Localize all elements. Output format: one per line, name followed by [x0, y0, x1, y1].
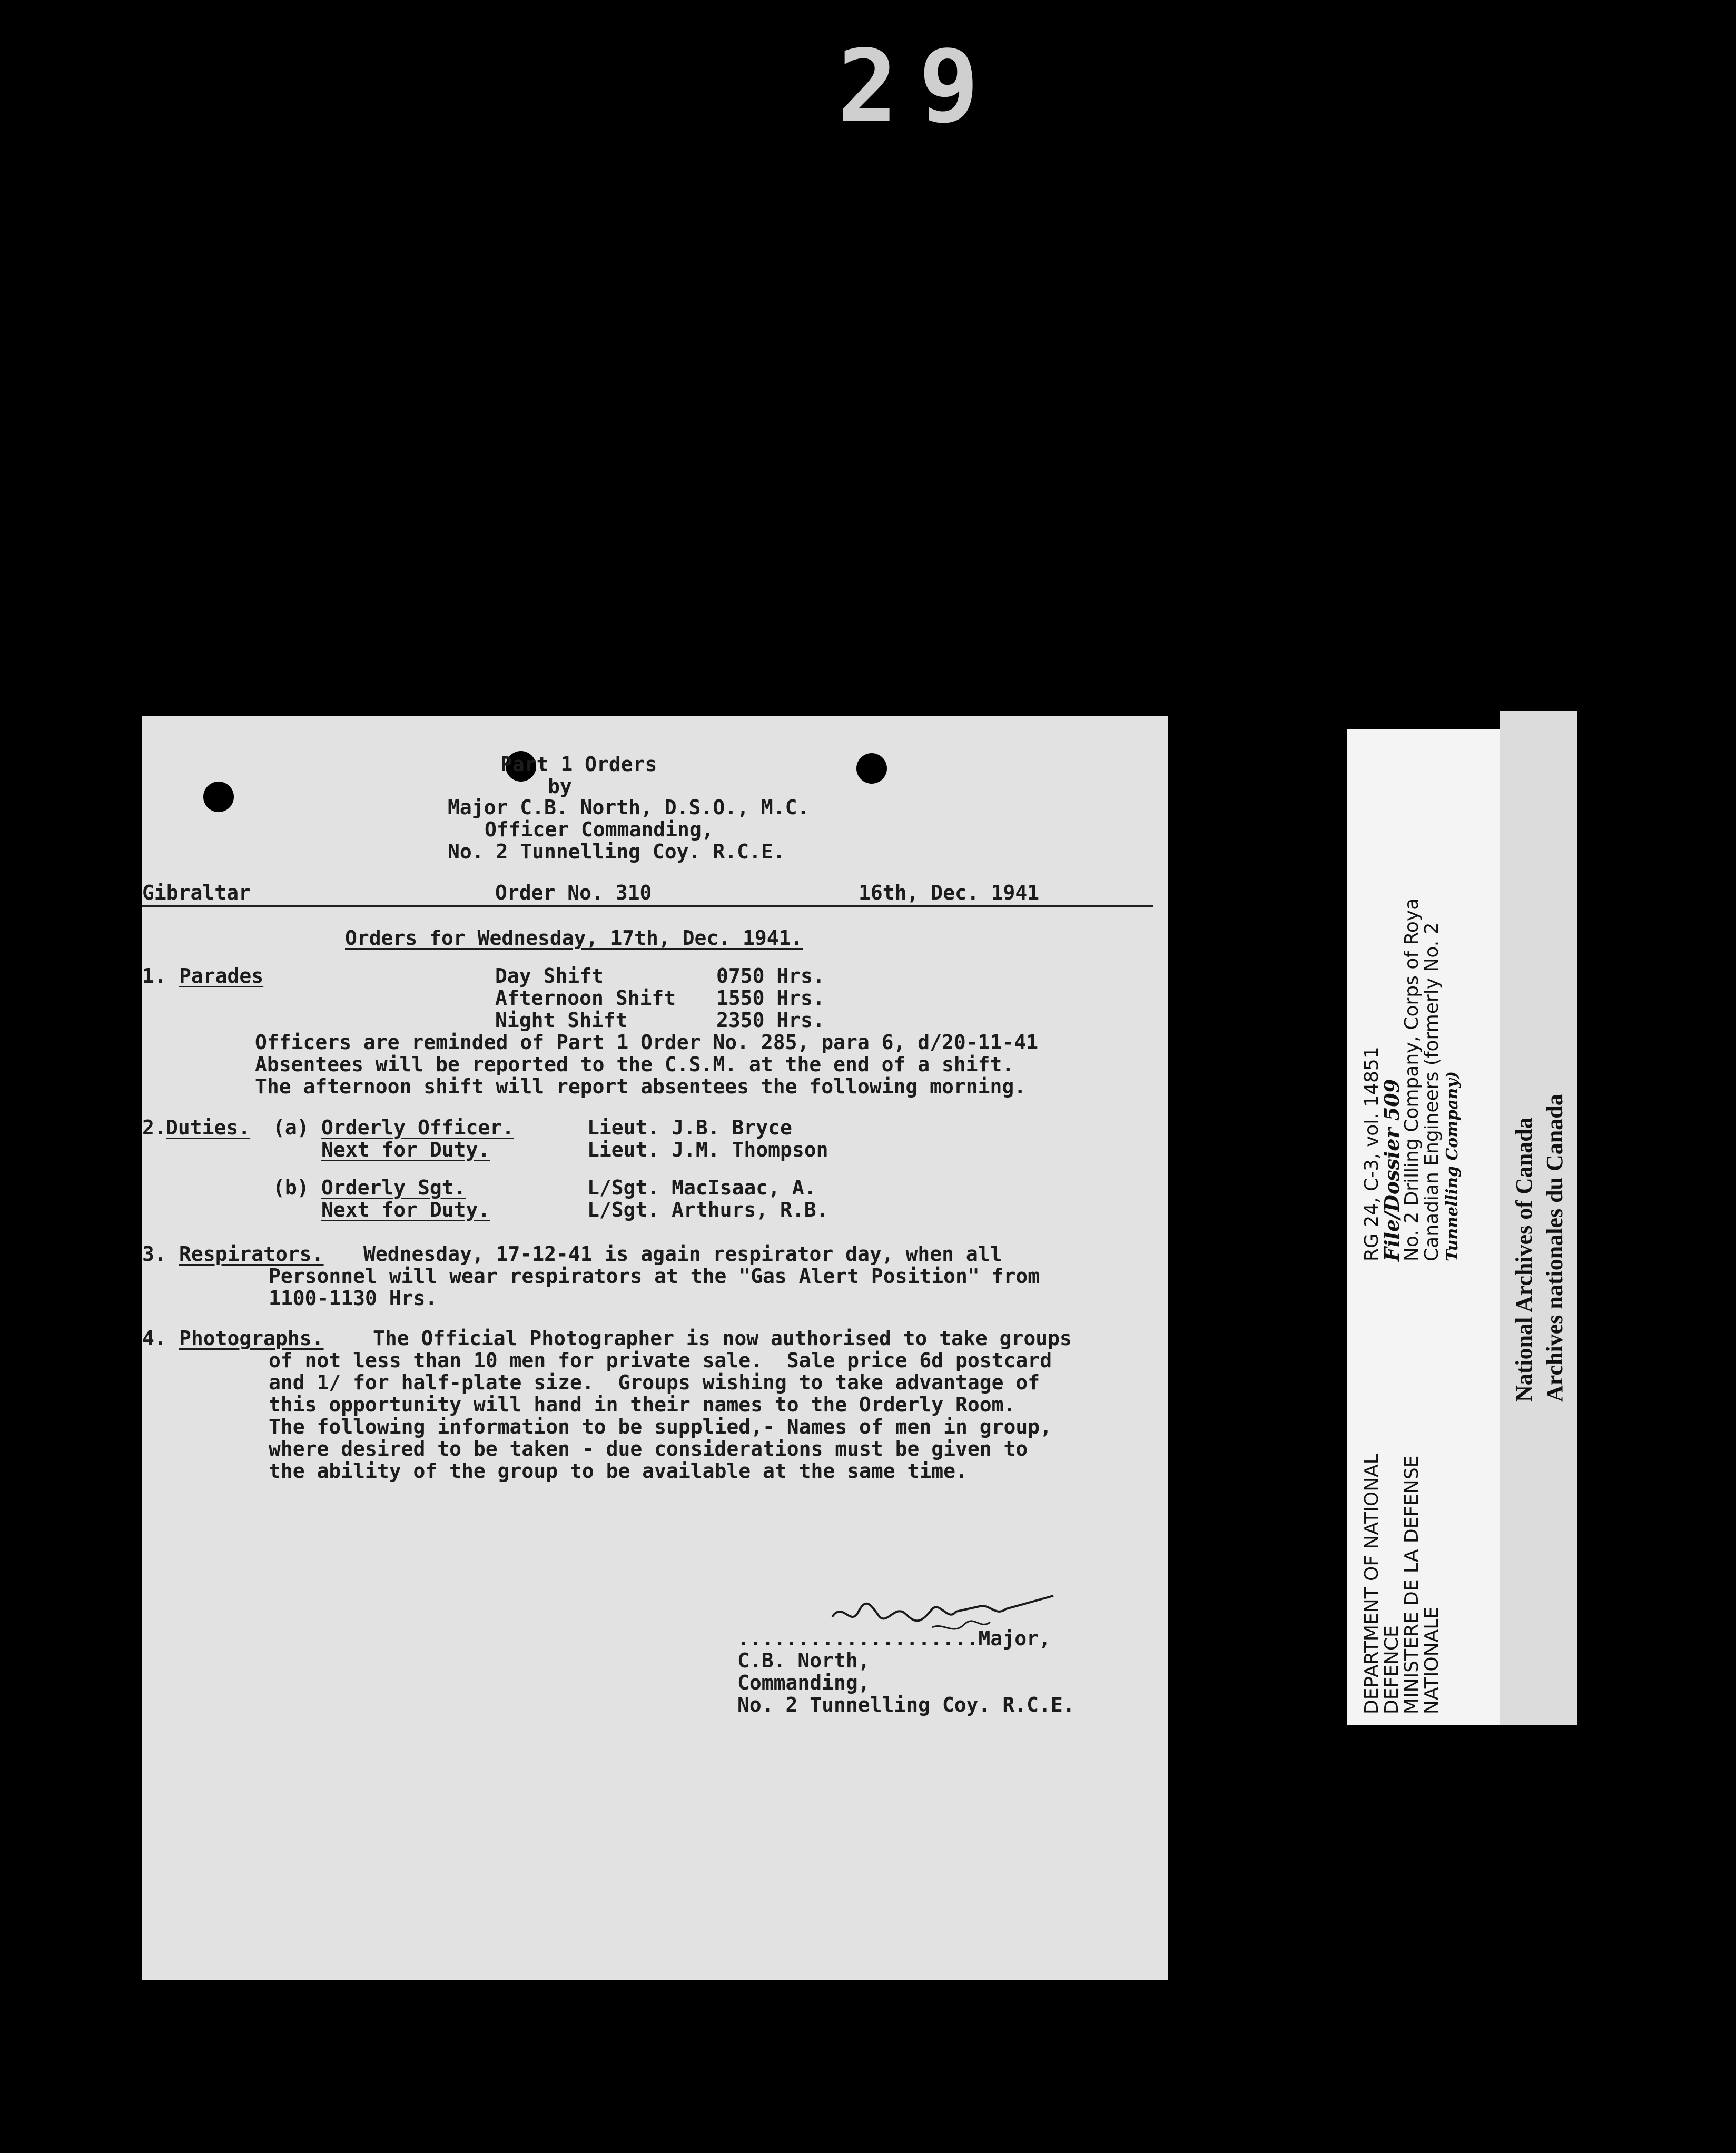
photographs-line: and 1/ for half-plate size. Groups wishing to take advantage of	[269, 1371, 1040, 1394]
signatory-unit: No. 2 Tunnelling Coy. R.C.E.	[737, 1693, 1075, 1716]
duty-b-next: Next for Duty.	[321, 1198, 490, 1221]
shift-time: 1550 Hrs.	[716, 986, 825, 1010]
shift-name: Day Shift	[495, 964, 604, 987]
photographs-line: The following information to be supplied,- Names of men in group,	[269, 1415, 1052, 1438]
nac-stamp	[1500, 711, 1577, 1725]
header-role: Officer Commanding,	[485, 818, 714, 841]
label-dept-line: DEFENCE	[1381, 1625, 1403, 1714]
shift-name: Night Shift	[495, 1009, 628, 1032]
respirators-line: Wednesday, 17-12-41 is again respirator day, when all	[363, 1242, 1002, 1266]
duty-b-name: L/Sgt. MacIsaac, A.	[587, 1176, 816, 1199]
signatory-name: C.B. North,	[737, 1649, 870, 1672]
header-rule	[142, 905, 1153, 907]
photographs-line: this opportunity will hand in their names to the Orderly Room.	[269, 1393, 1016, 1416]
duty-a-role: Orderly Officer.	[321, 1116, 515, 1139]
archive-label	[1347, 729, 1500, 1725]
para2-heading: Duties.	[166, 1116, 251, 1139]
shift-name: Afternoon Shift	[495, 986, 676, 1010]
place: Gibraltar	[142, 881, 251, 904]
respirators-line: 1100-1130 Hrs.	[269, 1287, 438, 1310]
para3-number: 3.	[142, 1242, 166, 1266]
header-by: by	[548, 775, 572, 798]
label-dept-line: MINISTERE DE LA DEFENSE	[1401, 1455, 1423, 1714]
duty-b-role: Orderly Sgt.	[321, 1176, 466, 1199]
parades-note: The afternoon shift will report absentees the following morning.	[255, 1075, 1027, 1098]
para2-number: 2.	[142, 1116, 166, 1139]
label-company-line: Canadian Engineers (formerly No. 2	[1421, 922, 1443, 1261]
document-page	[142, 716, 1168, 1980]
nac-name-fr: Archives nationales du Canada	[1542, 1094, 1567, 1402]
order-date: 16th, Dec. 1941	[859, 881, 1040, 904]
shift-time: 2350 Hrs.	[716, 1009, 825, 1032]
punch-hole-right	[856, 753, 887, 784]
duty-a-name: Lieut. J.B. Bryce	[587, 1116, 792, 1139]
punch-hole-left	[203, 782, 234, 812]
shift-time: 0750 Hrs.	[716, 964, 825, 987]
label-reference: RG 24, C-3, vol. 14851	[1361, 1046, 1383, 1261]
label-dept-line: DEPARTMENT OF NATIONAL	[1361, 1454, 1383, 1714]
photographs-line: of not less than 10 men for private sale. Sale price 6d postcard	[269, 1349, 1052, 1372]
photographs-line: The Official Photographer is now authorised to take groups	[373, 1327, 1072, 1350]
para3-heading: Respirators.	[179, 1242, 324, 1266]
duty-b-marker: (b)	[273, 1176, 309, 1199]
duty-a-marker: (a)	[273, 1116, 309, 1139]
respirators-line: Personnel will wear respirators at the "Gas Alert Position" from	[269, 1265, 1040, 1288]
duty-a-next-name: Lieut. J.M. Thompson	[587, 1138, 828, 1161]
parades-note: Officers are reminded of Part 1 Order No. 285, para 6, d/20-11-41	[255, 1031, 1039, 1054]
frame-number: 29	[837, 28, 1000, 145]
parades-note: Absentees will be reported to the C.S.M. at the end of a shift.	[255, 1053, 1014, 1076]
duty-b-next-name: L/Sgt. Arthurs, R.B.	[587, 1198, 828, 1221]
photographs-line: the ability of the group to be available at the same time.	[269, 1459, 968, 1483]
label-handwritten-note: Tunnelling Company)	[1443, 1071, 1462, 1261]
header-title: Part 1 Orders	[500, 753, 657, 776]
para1-heading: Parades	[179, 964, 264, 987]
duty-a-next: Next for Duty.	[321, 1138, 490, 1161]
orders-subtitle: Orders for Wednesday, 17th, Dec. 1941.	[345, 926, 803, 950]
nac-name-en: National Archives of Canada	[1511, 1117, 1537, 1402]
order-number: Order No. 310	[495, 881, 652, 904]
header-unit: No. 2 Tunnelling Coy. R.C.E.	[448, 840, 785, 863]
label-file-handwritten: File/Dossier 509	[1380, 1079, 1404, 1261]
photographs-line: where desired to be taken - due considerations must be given to	[269, 1437, 1028, 1460]
para4-heading: Photographs.	[179, 1327, 324, 1350]
label-company-line: No. 2 Drilling Company, Corps of Roya	[1401, 898, 1423, 1261]
para4-number: 4.	[142, 1327, 166, 1350]
para1-number: 1.	[142, 964, 166, 987]
header-author: Major C.B. North, D.S.O., M.C.	[448, 796, 810, 819]
label-dept-line: NATIONALE	[1421, 1606, 1443, 1714]
signatory-role: Commanding,	[737, 1671, 870, 1694]
signature-line: ....................Major,	[737, 1627, 1051, 1650]
